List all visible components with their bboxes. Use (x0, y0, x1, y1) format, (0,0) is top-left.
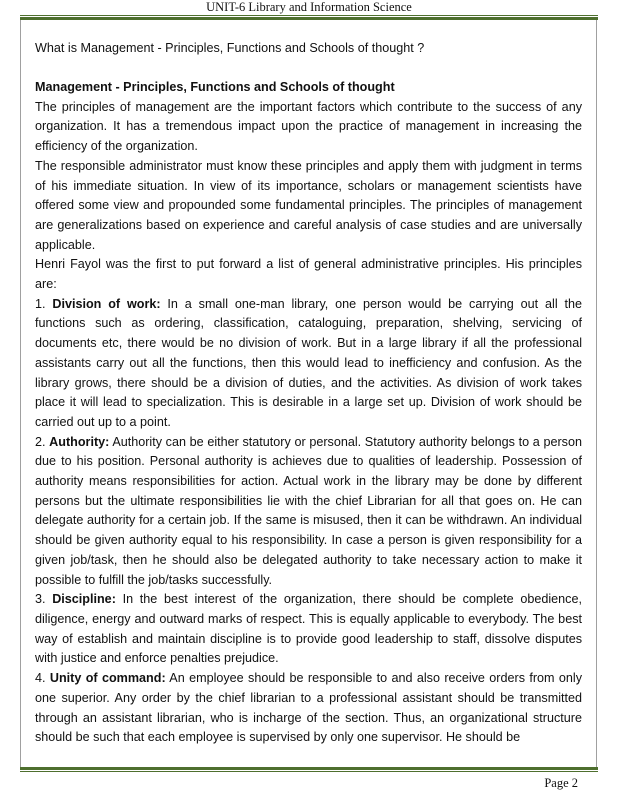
header-rule-thin (20, 15, 598, 16)
footer-rule-thin (20, 771, 598, 772)
item-label: Authority: (49, 434, 110, 449)
principle-item-division-of-work (35, 295, 582, 433)
intro-paragraph: The principles of management are the important factors which contribute to the success of any organization. It has a tremendous impact upon the practice of management in increasing the efficiency of the organization. (35, 99, 582, 154)
item-text: Authority can be either statutory or personal. Statutory authority belongs to a person due to his position. Personal authority is achieves due to qualities of leadership. Possession of authority means responsibilities for action. Actual work in the library may be done by different persons but the ultimate responsibilities lie with the chief Librarian for all that goes on. He can delegate authority for a certain job. If the same is misused, then it can be withdrawn. An individual should be given authority equal to his responsibility. In case a person is given responsibility for a given job/task, then he should also be delegated authority to take necessary action to make it possible to fulfill the job/tasks successfully. (35, 434, 582, 587)
item-number: 3. (35, 592, 53, 607)
item-text: An employee should be responsible to and also receive orders from only one superior. Any order by the chief librarian to a professional assistant should be transmitted through an assistant librarian, who is incharge of the section. Thus, an organizational structure should be such that each employee is supervised by only one supervisor. He should be (35, 671, 582, 745)
item-text: In a small one-man library, one person would be carrying out all the functions such as ordering, classification, cataloguing, preparation, shelving, servicing of documents etc, there would be no division of work. But in a large library if all the professional assistants carry out all the functions, then this would lead to inefficiency and confusion. As the library grows, there should be a division of duties, and the activities. As division of work takes place it will lead to specialization. This is desirable in a large set up. Division of work should be carried out up to a point. (35, 296, 582, 429)
item-label: Discipline: (52, 592, 116, 607)
item-label: Unity of command: (49, 671, 166, 686)
principle-item-authority (35, 433, 582, 591)
page-number: Page 2 (544, 776, 578, 790)
item-number: 1. (35, 296, 53, 311)
item-number: 4. (35, 671, 50, 686)
item-label: Division of work: (52, 296, 161, 311)
page-header: UNIT-6 Library and Information Science (206, 0, 412, 14)
fayol-paragraph: Henri Fayol was the first to put forward a list of general administrative principles. His principles are: (35, 257, 582, 292)
document-body (35, 39, 582, 748)
principles-paragraph: The responsible administrator must know these principles and apply them with judgment in terms of his immediate situation. In view of its importance, scholars or management scientists have offered some view and propounded some fundamental principles. The principles of management are generalizations based on experience and careful analysis of case studies and are universally applicable. (35, 158, 582, 252)
principle-item-unity-of-command (35, 669, 582, 748)
item-text: In the best interest of the organization, there should be complete obedience, diligence, energy and outward marks of respect. This is equally applicable to everybody. The best way of establish and maintain discipline is to provide good leadership to staff, dissolve disputes with justice and enforce penalties prejudice. (35, 592, 582, 666)
section-title: Management - Principles, Functions and Schools of thought (35, 80, 395, 94)
item-number: 2. (35, 434, 50, 449)
question-heading: What is Management - Principles, Functions and Schools of thought ? (35, 41, 425, 55)
principle-item-discipline (35, 590, 582, 669)
footer-rule-thick (20, 767, 598, 770)
